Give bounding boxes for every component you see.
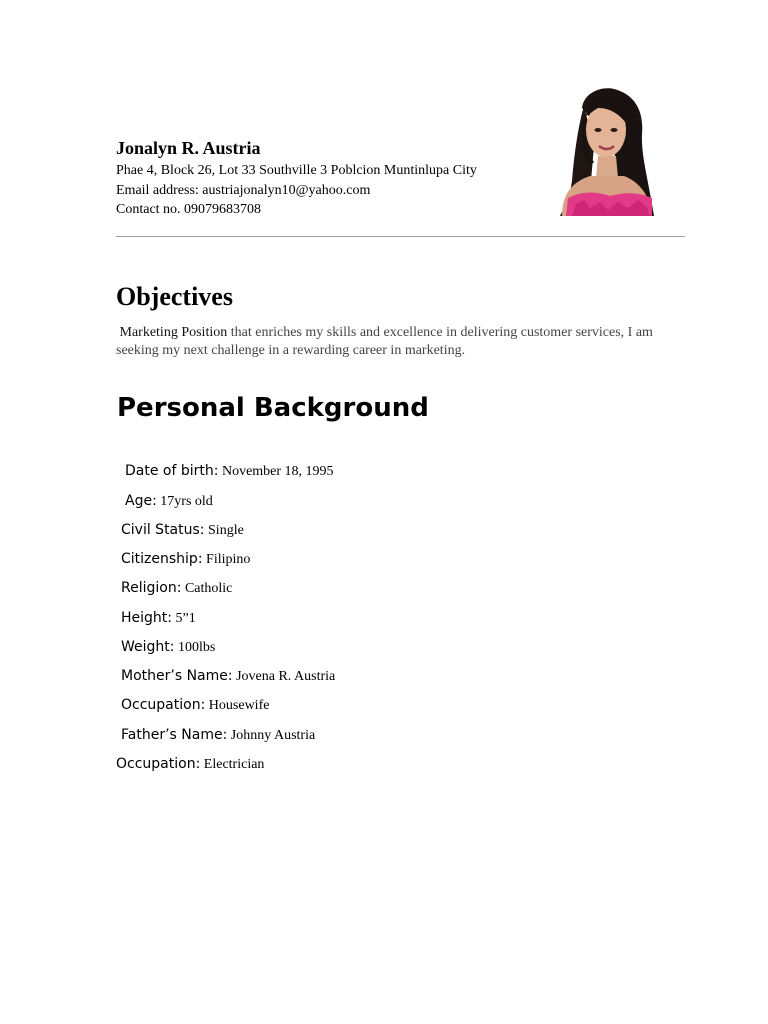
detail-height: [121, 609, 196, 628]
detail-value: Housewife: [208, 698, 270, 713]
detail-age: [125, 492, 213, 511]
detail-citizenship: [121, 550, 250, 569]
detail-label: Mother’s Name:: [121, 668, 233, 684]
detail-value: Electrician: [203, 757, 265, 772]
detail-date-of-birth: [125, 462, 334, 481]
detail-value: 100lbs: [178, 640, 216, 655]
detail-value: Single: [208, 523, 244, 538]
detail-label: Date of birth:: [125, 463, 219, 479]
detail-civil-status: [121, 521, 244, 540]
detail-label: Height:: [121, 610, 172, 626]
detail-fathers-name: [121, 726, 315, 745]
detail-label: Father’s Name:: [121, 727, 228, 743]
detail-label: Citizenship:: [121, 551, 203, 567]
contact-number-line: Contact no. 09079683708: [116, 202, 262, 217]
detail-label: Occupation:: [121, 697, 206, 713]
detail-weight: [121, 638, 215, 657]
portrait-image: [554, 86, 658, 216]
detail-label: Age:: [125, 493, 157, 509]
email-line: Email address: austriajonalyn10@yahoo.com: [116, 182, 371, 198]
detail-value: 5”1: [175, 611, 196, 626]
detail-label: Weight:: [121, 639, 175, 655]
detail-value: Catholic: [184, 581, 233, 596]
detail-label: Occupation:: [116, 756, 201, 772]
applicant-photo: [554, 86, 658, 216]
header-divider: [116, 236, 685, 237]
detail-value: Johnny Austria: [230, 728, 316, 743]
detail-value: Jovena R. Austria: [236, 669, 336, 684]
objectives-body: that enriches my skills and excellence in delivering customer services, I am seeking my next challenge in a rewarding career in marketing.: [116, 325, 653, 358]
objectives-paragraph: [116, 324, 691, 360]
contact-header: [116, 137, 546, 220]
address-line: Phae 4, Block 26, Lot 33 Southville 3 Poblcion Muntinlupa City: [116, 163, 477, 178]
detail-mother-occupation: [121, 696, 269, 715]
detail-value: Filipino: [206, 552, 251, 567]
objectives-heading: Objectives: [116, 282, 233, 311]
detail-label: Religion:: [121, 580, 182, 596]
objectives-lead: Marketing Position: [119, 325, 228, 340]
detail-value: 17yrs old: [160, 494, 213, 509]
detail-value: November 18, 1995: [221, 464, 334, 479]
detail-religion: [121, 579, 232, 598]
detail-label: Civil Status:: [121, 522, 205, 538]
detail-father-occupation: [116, 755, 264, 774]
personal-background-heading: Personal Background: [117, 393, 429, 423]
applicant-name: Jonalyn R. Austria: [116, 138, 261, 158]
detail-mothers-name: [121, 667, 335, 686]
